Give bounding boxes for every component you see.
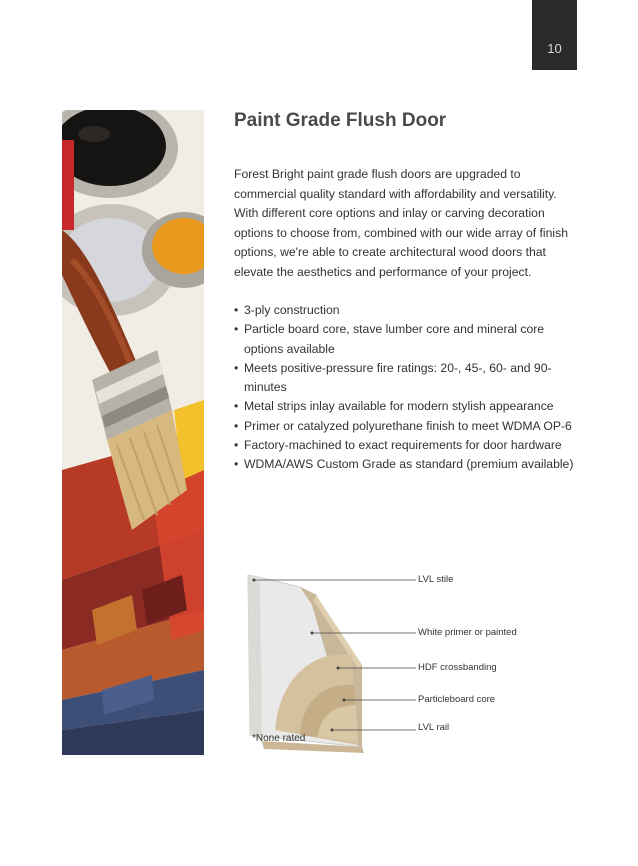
list-item: • Meets positive-pressure fire ratings: 20-, 45-, 60- and 90-minutes — [234, 359, 580, 398]
list-item: • WDMA/AWS Custom Grade as standard (premium available) — [234, 455, 580, 474]
door-cross-section-diagram — [240, 565, 560, 755]
callout-particleboard-core: Particleboard core — [418, 694, 496, 705]
list-item: • Primer or catalyzed polyurethane finish to meet WDMA OP-6 — [234, 417, 580, 436]
page-number-tab — [532, 0, 577, 70]
page-number: 10 — [547, 40, 562, 56]
list-item: • Particle board core, stave lumber core and mineral core options available — [234, 320, 580, 359]
callout-hdf-crossbanding: HDF crossbanding — [418, 662, 497, 673]
callout-white-primer: White primer or painted — [418, 627, 517, 638]
callout-lvl-stile: LVL stile — [418, 574, 454, 585]
paint-cans-brush-photo — [62, 110, 204, 755]
list-item: • Factory-machined to exact requirements for door hardware — [234, 436, 580, 455]
page-title: Paint Grade Flush Door — [234, 110, 447, 131]
door-cutaway-illustration — [240, 565, 560, 755]
feature-list — [234, 301, 580, 475]
none-rated-note: *None rated — [252, 733, 306, 744]
intro-paragraph: Forest Bright paint grade flush doors are upgraded to commercial quality standard with affordability and versatility. With different core options and inlay or carving decoration options to choose from, combined with our wide array of finish options, we're able to create architectural wood doors that elevate the aesthetics and performance of your project. — [234, 167, 568, 279]
list-item: • 3-ply construction — [234, 301, 580, 320]
list-item: • Metal strips inlay available for modern stylish appearance — [234, 397, 580, 416]
callout-lvl-rail: LVL rail — [418, 722, 450, 733]
